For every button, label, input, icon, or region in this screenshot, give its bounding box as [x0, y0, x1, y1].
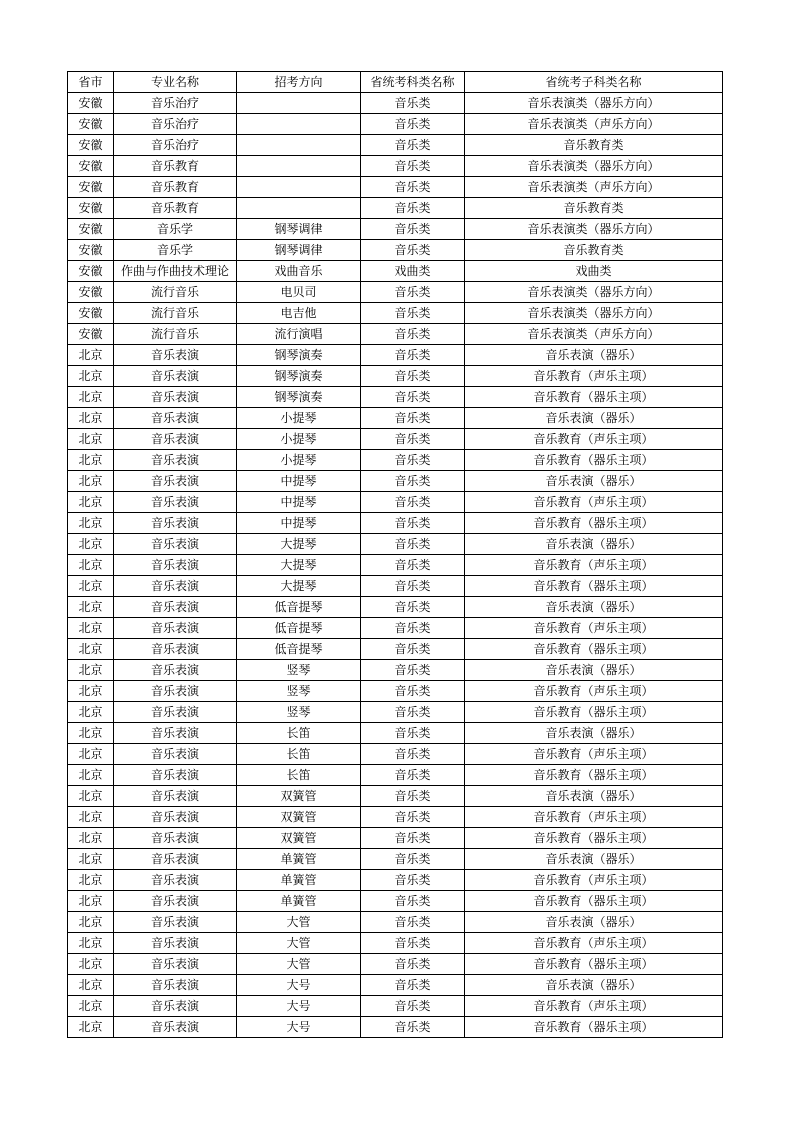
cell-direction: 低音提琴 — [237, 639, 361, 660]
cell-province: 北京 — [68, 912, 114, 933]
table-row — [68, 639, 723, 660]
table-row — [68, 534, 723, 555]
cell-province: 北京 — [68, 933, 114, 954]
cell-exam-subcategory: 音乐教育（声乐主项） — [465, 366, 723, 387]
cell-exam-subcategory: 音乐表演类（器乐方向） — [465, 219, 723, 240]
table-row — [68, 429, 723, 450]
cell-major-name: 音乐表演 — [114, 702, 237, 723]
cell-exam-subcategory: 音乐表演类（器乐方向） — [465, 93, 723, 114]
cell-exam-subcategory: 音乐教育（器乐主项） — [465, 387, 723, 408]
cell-exam-subcategory: 音乐表演类（器乐方向） — [465, 282, 723, 303]
cell-exam-category: 音乐类 — [361, 156, 465, 177]
cell-major-name: 音乐表演 — [114, 408, 237, 429]
table-row — [68, 240, 723, 261]
cell-major-name: 音乐表演 — [114, 975, 237, 996]
cell-exam-category: 音乐类 — [361, 828, 465, 849]
cell-major-name: 音乐表演 — [114, 954, 237, 975]
cell-province: 北京 — [68, 681, 114, 702]
table-row — [68, 513, 723, 534]
cell-exam-category: 音乐类 — [361, 702, 465, 723]
cell-exam-category: 音乐类 — [361, 492, 465, 513]
cell-exam-category: 音乐类 — [361, 996, 465, 1017]
cell-major-name: 作曲与作曲技术理论 — [114, 261, 237, 282]
cell-exam-category: 音乐类 — [361, 891, 465, 912]
cell-direction: 大号 — [237, 975, 361, 996]
table-row — [68, 219, 723, 240]
cell-major-name: 音乐表演 — [114, 849, 237, 870]
cell-exam-category: 音乐类 — [361, 513, 465, 534]
cell-major-name: 音乐表演 — [114, 660, 237, 681]
cell-major-name: 音乐教育 — [114, 177, 237, 198]
cell-exam-subcategory: 音乐教育（声乐主项） — [465, 807, 723, 828]
cell-major-name: 音乐表演 — [114, 618, 237, 639]
table-row — [68, 723, 723, 744]
cell-exam-category: 音乐类 — [361, 744, 465, 765]
cell-direction: 钢琴调律 — [237, 219, 361, 240]
cell-direction: 竖琴 — [237, 702, 361, 723]
cell-exam-subcategory: 音乐表演（器乐） — [465, 723, 723, 744]
cell-exam-subcategory: 音乐表演类（声乐方向） — [465, 114, 723, 135]
cell-major-name: 音乐表演 — [114, 786, 237, 807]
cell-province: 安徽 — [68, 93, 114, 114]
cell-major-name: 音乐表演 — [114, 912, 237, 933]
cell-exam-subcategory: 音乐教育（声乐主项） — [465, 492, 723, 513]
cell-major-name: 音乐教育 — [114, 156, 237, 177]
cell-exam-category: 音乐类 — [361, 240, 465, 261]
cell-direction: 中提琴 — [237, 471, 361, 492]
cell-exam-category: 音乐类 — [361, 198, 465, 219]
cell-province: 北京 — [68, 954, 114, 975]
cell-province: 北京 — [68, 870, 114, 891]
cell-major-name: 音乐表演 — [114, 933, 237, 954]
table-row — [68, 282, 723, 303]
cell-exam-subcategory: 音乐表演类（声乐方向） — [465, 177, 723, 198]
table-row — [68, 492, 723, 513]
cell-exam-subcategory: 音乐教育（器乐主项） — [465, 576, 723, 597]
cell-province: 北京 — [68, 849, 114, 870]
table-row — [68, 870, 723, 891]
cell-direction: 大提琴 — [237, 534, 361, 555]
cell-exam-category: 音乐类 — [361, 345, 465, 366]
table-body — [68, 93, 723, 1038]
cell-major-name: 音乐表演 — [114, 1017, 237, 1038]
cell-exam-subcategory: 音乐教育（声乐主项） — [465, 618, 723, 639]
cell-direction: 双簧管 — [237, 807, 361, 828]
table-row — [68, 135, 723, 156]
cell-province: 北京 — [68, 618, 114, 639]
cell-province: 北京 — [68, 576, 114, 597]
table-row — [68, 702, 723, 723]
cell-exam-subcategory: 音乐教育（声乐主项） — [465, 996, 723, 1017]
cell-exam-subcategory: 戏曲类 — [465, 261, 723, 282]
cell-exam-subcategory: 音乐表演（器乐） — [465, 471, 723, 492]
header-row — [68, 72, 723, 93]
cell-direction: 钢琴演奏 — [237, 366, 361, 387]
cell-exam-category: 戏曲类 — [361, 261, 465, 282]
cell-direction: 单簧管 — [237, 849, 361, 870]
cell-direction: 钢琴演奏 — [237, 345, 361, 366]
cell-major-name: 音乐表演 — [114, 555, 237, 576]
cell-direction: 双簧管 — [237, 828, 361, 849]
table-row — [68, 912, 723, 933]
cell-exam-category: 音乐类 — [361, 450, 465, 471]
cell-exam-subcategory: 音乐教育（器乐主项） — [465, 639, 723, 660]
cell-exam-category: 音乐类 — [361, 429, 465, 450]
cell-direction: 中提琴 — [237, 492, 361, 513]
cell-direction: 竖琴 — [237, 681, 361, 702]
cell-province: 安徽 — [68, 135, 114, 156]
table-row — [68, 954, 723, 975]
cell-exam-category: 音乐类 — [361, 471, 465, 492]
cell-province: 北京 — [68, 744, 114, 765]
cell-major-name: 音乐表演 — [114, 870, 237, 891]
cell-exam-subcategory: 音乐表演类（器乐方向） — [465, 303, 723, 324]
cell-province: 北京 — [68, 786, 114, 807]
cell-direction: 电吉他 — [237, 303, 361, 324]
cell-exam-category: 音乐类 — [361, 387, 465, 408]
cell-province: 北京 — [68, 387, 114, 408]
cell-exam-subcategory: 音乐教育（器乐主项） — [465, 765, 723, 786]
cell-province: 北京 — [68, 408, 114, 429]
cell-major-name: 流行音乐 — [114, 303, 237, 324]
cell-exam-category: 音乐类 — [361, 366, 465, 387]
cell-province: 北京 — [68, 450, 114, 471]
cell-major-name: 音乐表演 — [114, 744, 237, 765]
cell-exam-category: 音乐类 — [361, 576, 465, 597]
cell-major-name: 音乐治疗 — [114, 135, 237, 156]
cell-direction: 单簧管 — [237, 891, 361, 912]
table-row — [68, 93, 723, 114]
cell-exam-subcategory: 音乐表演（器乐） — [465, 408, 723, 429]
cell-major-name: 音乐表演 — [114, 492, 237, 513]
cell-exam-subcategory: 音乐教育（器乐主项） — [465, 702, 723, 723]
cell-province: 北京 — [68, 996, 114, 1017]
cell-province: 北京 — [68, 702, 114, 723]
cell-direction: 钢琴调律 — [237, 240, 361, 261]
cell-exam-category: 音乐类 — [361, 681, 465, 702]
cell-province: 安徽 — [68, 261, 114, 282]
table-row — [68, 114, 723, 135]
cell-province: 北京 — [68, 975, 114, 996]
cell-province: 北京 — [68, 807, 114, 828]
cell-exam-subcategory: 音乐教育类 — [465, 198, 723, 219]
cell-exam-subcategory: 音乐表演（器乐） — [465, 660, 723, 681]
cell-direction: 双簧管 — [237, 786, 361, 807]
cell-exam-subcategory: 音乐教育（器乐主项） — [465, 513, 723, 534]
cell-exam-subcategory: 音乐表演（器乐） — [465, 786, 723, 807]
table-row — [68, 345, 723, 366]
table-row — [68, 177, 723, 198]
cell-direction: 大管 — [237, 912, 361, 933]
cell-exam-subcategory: 音乐表演类（器乐方向） — [465, 156, 723, 177]
cell-direction: 小提琴 — [237, 429, 361, 450]
cell-major-name: 音乐表演 — [114, 807, 237, 828]
cell-major-name: 音乐表演 — [114, 450, 237, 471]
table-row — [68, 975, 723, 996]
cell-exam-subcategory: 音乐教育（器乐主项） — [465, 450, 723, 471]
cell-province: 安徽 — [68, 198, 114, 219]
table-row — [68, 996, 723, 1017]
cell-province: 北京 — [68, 597, 114, 618]
cell-province: 北京 — [68, 1017, 114, 1038]
table-row — [68, 303, 723, 324]
cell-province: 北京 — [68, 555, 114, 576]
cell-exam-subcategory: 音乐表演（器乐） — [465, 849, 723, 870]
cell-exam-subcategory: 音乐表演（器乐） — [465, 345, 723, 366]
cell-major-name: 音乐表演 — [114, 471, 237, 492]
cell-direction: 流行演唱 — [237, 324, 361, 345]
cell-exam-subcategory: 音乐教育（声乐主项） — [465, 870, 723, 891]
cell-exam-category: 音乐类 — [361, 177, 465, 198]
cell-direction: 中提琴 — [237, 513, 361, 534]
cell-exam-category: 音乐类 — [361, 303, 465, 324]
cell-exam-category: 音乐类 — [361, 723, 465, 744]
cell-exam-subcategory: 音乐教育（声乐主项） — [465, 933, 723, 954]
cell-major-name: 音乐表演 — [114, 828, 237, 849]
cell-direction: 钢琴演奏 — [237, 387, 361, 408]
table-row — [68, 198, 723, 219]
header-exam-subcategory: 省统考子科类名称 — [465, 72, 723, 93]
cell-province: 北京 — [68, 492, 114, 513]
cell-exam-subcategory: 音乐教育（器乐主项） — [465, 828, 723, 849]
cell-province: 安徽 — [68, 282, 114, 303]
cell-exam-subcategory: 音乐表演类（声乐方向） — [465, 324, 723, 345]
table-row — [68, 387, 723, 408]
cell-major-name: 音乐表演 — [114, 387, 237, 408]
table-row — [68, 576, 723, 597]
cell-province: 北京 — [68, 765, 114, 786]
header-exam-category: 省统考科类名称 — [361, 72, 465, 93]
cell-major-name: 音乐表演 — [114, 996, 237, 1017]
cell-exam-category: 音乐类 — [361, 93, 465, 114]
cell-major-name: 音乐表演 — [114, 723, 237, 744]
cell-exam-category: 音乐类 — [361, 849, 465, 870]
cell-exam-category: 音乐类 — [361, 786, 465, 807]
cell-direction: 单簧管 — [237, 870, 361, 891]
cell-exam-subcategory: 音乐教育（声乐主项） — [465, 429, 723, 450]
cell-direction: 电贝司 — [237, 282, 361, 303]
cell-province: 北京 — [68, 513, 114, 534]
table-row — [68, 807, 723, 828]
cell-direction: 大号 — [237, 996, 361, 1017]
cell-province: 北京 — [68, 534, 114, 555]
cell-province: 北京 — [68, 471, 114, 492]
header-direction: 招考方向 — [237, 72, 361, 93]
cell-direction — [237, 114, 361, 135]
table-row — [68, 450, 723, 471]
cell-direction: 戏曲音乐 — [237, 261, 361, 282]
cell-exam-subcategory: 音乐表演（器乐） — [465, 975, 723, 996]
cell-direction: 低音提琴 — [237, 618, 361, 639]
table-row — [68, 555, 723, 576]
cell-major-name: 音乐学 — [114, 240, 237, 261]
table-row — [68, 681, 723, 702]
cell-major-name: 音乐表演 — [114, 765, 237, 786]
cell-province: 北京 — [68, 723, 114, 744]
cell-major-name: 音乐学 — [114, 219, 237, 240]
admissions-table — [67, 71, 723, 1038]
table-row — [68, 660, 723, 681]
table-row — [68, 744, 723, 765]
cell-direction: 大管 — [237, 954, 361, 975]
table-row — [68, 786, 723, 807]
cell-direction — [237, 135, 361, 156]
cell-major-name: 音乐表演 — [114, 366, 237, 387]
cell-major-name: 音乐治疗 — [114, 93, 237, 114]
cell-province: 北京 — [68, 639, 114, 660]
cell-major-name: 音乐表演 — [114, 597, 237, 618]
cell-exam-category: 音乐类 — [361, 912, 465, 933]
cell-exam-subcategory: 音乐表演（器乐） — [465, 912, 723, 933]
cell-exam-subcategory: 音乐表演（器乐） — [465, 597, 723, 618]
cell-major-name: 音乐表演 — [114, 429, 237, 450]
cell-direction: 长笛 — [237, 765, 361, 786]
cell-major-name: 音乐表演 — [114, 576, 237, 597]
cell-exam-category: 音乐类 — [361, 1017, 465, 1038]
cell-direction — [237, 156, 361, 177]
cell-province: 安徽 — [68, 177, 114, 198]
table-row — [68, 471, 723, 492]
cell-direction: 大号 — [237, 1017, 361, 1038]
table-row — [68, 828, 723, 849]
cell-exam-category: 音乐类 — [361, 870, 465, 891]
cell-direction: 小提琴 — [237, 450, 361, 471]
table-row — [68, 597, 723, 618]
cell-exam-category: 音乐类 — [361, 114, 465, 135]
cell-exam-category: 音乐类 — [361, 807, 465, 828]
cell-direction: 长笛 — [237, 723, 361, 744]
cell-province: 北京 — [68, 345, 114, 366]
table-row — [68, 261, 723, 282]
cell-direction — [237, 198, 361, 219]
cell-exam-category: 音乐类 — [361, 555, 465, 576]
cell-exam-category: 音乐类 — [361, 534, 465, 555]
cell-direction: 低音提琴 — [237, 597, 361, 618]
cell-province: 北京 — [68, 366, 114, 387]
cell-exam-category: 音乐类 — [361, 135, 465, 156]
cell-major-name: 流行音乐 — [114, 282, 237, 303]
cell-exam-subcategory: 音乐教育（声乐主项） — [465, 744, 723, 765]
cell-exam-category: 音乐类 — [361, 282, 465, 303]
cell-province: 安徽 — [68, 240, 114, 261]
cell-direction: 大提琴 — [237, 576, 361, 597]
cell-exam-subcategory: 音乐教育（器乐主项） — [465, 891, 723, 912]
cell-exam-subcategory: 音乐教育（器乐主项） — [465, 954, 723, 975]
table-row — [68, 156, 723, 177]
header-major-name: 专业名称 — [114, 72, 237, 93]
cell-exam-category: 音乐类 — [361, 765, 465, 786]
cell-province: 安徽 — [68, 114, 114, 135]
cell-major-name: 音乐表演 — [114, 891, 237, 912]
cell-major-name: 音乐表演 — [114, 681, 237, 702]
cell-province: 北京 — [68, 891, 114, 912]
cell-major-name: 音乐治疗 — [114, 114, 237, 135]
cell-exam-category: 音乐类 — [361, 639, 465, 660]
cell-direction: 大提琴 — [237, 555, 361, 576]
cell-exam-category: 音乐类 — [361, 975, 465, 996]
cell-exam-subcategory: 音乐教育（声乐主项） — [465, 681, 723, 702]
cell-major-name: 音乐表演 — [114, 513, 237, 534]
cell-major-name: 音乐表演 — [114, 345, 237, 366]
cell-province: 安徽 — [68, 303, 114, 324]
table-row — [68, 933, 723, 954]
cell-province: 安徽 — [68, 324, 114, 345]
cell-exam-subcategory: 音乐表演（器乐） — [465, 534, 723, 555]
cell-direction: 长笛 — [237, 744, 361, 765]
cell-province: 北京 — [68, 660, 114, 681]
cell-exam-subcategory: 音乐教育（器乐主项） — [465, 1017, 723, 1038]
cell-direction — [237, 177, 361, 198]
cell-exam-subcategory: 音乐教育（声乐主项） — [465, 555, 723, 576]
cell-exam-subcategory: 音乐教育类 — [465, 135, 723, 156]
cell-direction — [237, 93, 361, 114]
cell-major-name: 音乐表演 — [114, 639, 237, 660]
cell-major-name: 流行音乐 — [114, 324, 237, 345]
cell-direction: 小提琴 — [237, 408, 361, 429]
cell-major-name: 音乐教育 — [114, 198, 237, 219]
table-row — [68, 324, 723, 345]
cell-exam-category: 音乐类 — [361, 597, 465, 618]
table-row — [68, 849, 723, 870]
cell-province: 安徽 — [68, 156, 114, 177]
cell-exam-category: 音乐类 — [361, 408, 465, 429]
cell-direction: 竖琴 — [237, 660, 361, 681]
table-row — [68, 408, 723, 429]
cell-exam-category: 音乐类 — [361, 660, 465, 681]
table-row — [68, 366, 723, 387]
table-row — [68, 891, 723, 912]
cell-province: 北京 — [68, 828, 114, 849]
cell-province: 安徽 — [68, 219, 114, 240]
cell-exam-category: 音乐类 — [361, 219, 465, 240]
cell-exam-subcategory: 音乐教育类 — [465, 240, 723, 261]
cell-exam-category: 音乐类 — [361, 618, 465, 639]
table-row — [68, 618, 723, 639]
cell-exam-category: 音乐类 — [361, 324, 465, 345]
header-province: 省市 — [68, 72, 114, 93]
cell-direction: 大管 — [237, 933, 361, 954]
table-row — [68, 765, 723, 786]
cell-major-name: 音乐表演 — [114, 534, 237, 555]
table-row — [68, 1017, 723, 1038]
cell-exam-category: 音乐类 — [361, 933, 465, 954]
cell-exam-category: 音乐类 — [361, 954, 465, 975]
cell-province: 北京 — [68, 429, 114, 450]
